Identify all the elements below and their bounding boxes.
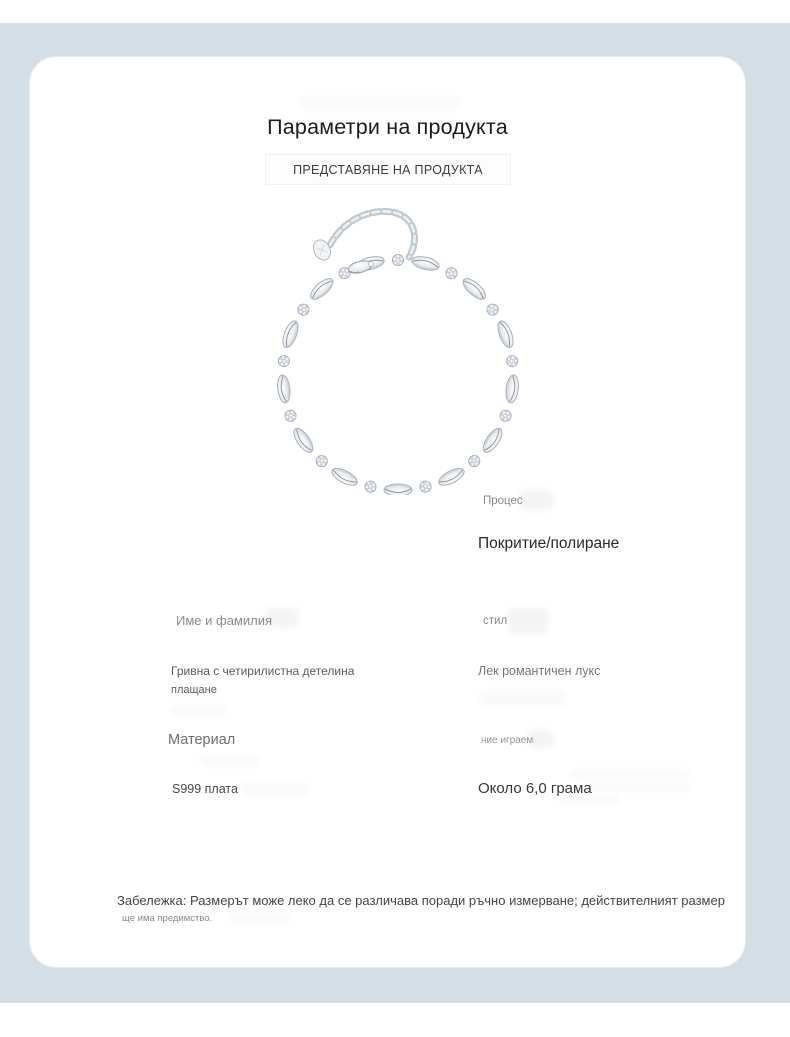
artifact-smudge bbox=[480, 690, 565, 706]
artifact-smudge bbox=[300, 97, 460, 110]
process-value: Покритие/полиране bbox=[478, 535, 620, 552]
artifact-smudge bbox=[560, 796, 620, 804]
name-value-line2: плащане bbox=[171, 684, 217, 696]
material-label: Материал bbox=[168, 732, 236, 748]
artifact-smudge bbox=[580, 783, 690, 791]
artifact-smudge bbox=[230, 913, 290, 923]
extension-chain bbox=[330, 211, 415, 257]
artifact-smudge bbox=[170, 705, 225, 716]
footer-note-line2: ще има предимство. bbox=[122, 913, 213, 924]
artifact-smudge bbox=[242, 782, 308, 796]
process-label: Процес bbox=[483, 495, 523, 507]
style-value: Лек романтичен лукс bbox=[478, 664, 601, 678]
page-title: Параметри на продукта bbox=[267, 115, 508, 139]
subtitle-box bbox=[265, 154, 511, 185]
weight-value: Около 6,0 грама bbox=[478, 780, 592, 797]
bracelet-product-image bbox=[248, 203, 548, 495]
name-label: Име и фамилия bbox=[176, 613, 273, 628]
name-value-line1: Гривна с четирилистна детелина bbox=[171, 664, 355, 678]
artifact-smudge bbox=[200, 755, 260, 766]
product-parameters-card bbox=[30, 57, 745, 967]
style-label: стил bbox=[483, 615, 508, 627]
footer-note-line1: Забележка: Размерът може леко да се различава поради ръчно измерване; действителният размер bbox=[117, 893, 725, 908]
material-value: S999 плата bbox=[172, 782, 238, 796]
artifact-smudge bbox=[508, 608, 548, 634]
artifact-smudge bbox=[570, 770, 690, 778]
weight-label: ние играем bbox=[481, 735, 534, 746]
subtitle-label: ПРЕДСТАВЯНЕ НА ПРОДУКТА bbox=[293, 162, 483, 177]
